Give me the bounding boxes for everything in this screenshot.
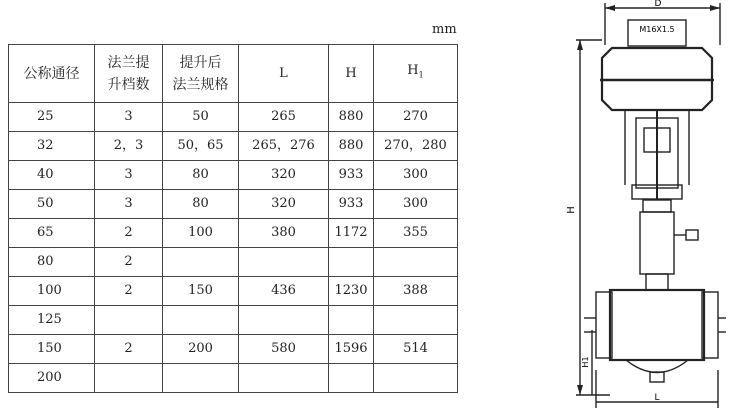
table-cell: 514 xyxy=(374,335,458,364)
table-cell xyxy=(163,248,239,277)
valve-drawing xyxy=(540,0,730,414)
table-header-row xyxy=(9,45,458,103)
table-cell: 2，3 xyxy=(95,132,163,161)
drawing-label-h: H xyxy=(566,206,577,214)
table-cell: 100 xyxy=(9,277,95,306)
table-cell xyxy=(239,248,329,277)
header-h: H xyxy=(329,45,374,103)
table-cell: 1230 xyxy=(329,277,374,306)
table-cell: 40 xyxy=(9,161,95,190)
table-cell xyxy=(163,306,239,335)
table-cell xyxy=(95,306,163,335)
table-row xyxy=(9,277,458,306)
drawing-label-d: D xyxy=(654,0,662,9)
table-cell: 80 xyxy=(163,161,239,190)
spec-table xyxy=(8,44,458,393)
table-cell: 355 xyxy=(374,219,458,248)
table-cell: 80 xyxy=(163,190,239,219)
table-cell: 32 xyxy=(9,132,95,161)
table-cell xyxy=(239,364,329,393)
table-cell: 933 xyxy=(329,161,374,190)
header-lifted-flange-spec: 提升后 法兰规格 xyxy=(163,45,239,103)
table-cell: 100 xyxy=(163,219,239,248)
table-cell: 380 xyxy=(239,219,329,248)
header-h1: $H_1$ xyxy=(374,45,458,103)
header-l: L xyxy=(239,45,329,103)
table-cell: 300 xyxy=(374,161,458,190)
table-cell: 200 xyxy=(9,364,95,393)
table-cell xyxy=(329,248,374,277)
table-cell xyxy=(329,364,374,393)
table-row xyxy=(9,248,458,277)
table-cell: 880 xyxy=(329,103,374,132)
table-cell: 3 xyxy=(95,190,163,219)
table-cell: 1172 xyxy=(329,219,374,248)
table-row xyxy=(9,190,458,219)
table-cell: 388 xyxy=(374,277,458,306)
table-cell: 933 xyxy=(329,190,374,219)
table-cell: 2 xyxy=(95,248,163,277)
table-cell: 300 xyxy=(374,190,458,219)
table-cell: 436 xyxy=(239,277,329,306)
table-row xyxy=(9,219,458,248)
table-cell xyxy=(163,364,239,393)
table-cell: 3 xyxy=(95,161,163,190)
table-cell: 2 xyxy=(95,219,163,248)
table-row xyxy=(9,364,458,393)
table-cell: 50 xyxy=(163,103,239,132)
table-row xyxy=(9,335,458,364)
table-cell xyxy=(95,364,163,393)
table-cell: 2 xyxy=(95,277,163,306)
table-cell: 50，65 xyxy=(163,132,239,161)
table-row xyxy=(9,132,458,161)
valve-drawing-svg xyxy=(540,0,730,410)
table-cell xyxy=(329,306,374,335)
table-cell xyxy=(374,364,458,393)
table-cell xyxy=(239,306,329,335)
table-cell: 50 xyxy=(9,190,95,219)
table-row xyxy=(9,306,458,335)
table-cell: 150 xyxy=(163,277,239,306)
drawing-label-h1: H1 xyxy=(581,356,590,368)
table-cell: 80 xyxy=(9,248,95,277)
table-cell: 2 xyxy=(95,335,163,364)
table-cell: 270，280 xyxy=(374,132,458,161)
table-cell: 65 xyxy=(9,219,95,248)
table-cell: 320 xyxy=(239,161,329,190)
table-cell: 320 xyxy=(239,190,329,219)
table-row xyxy=(9,161,458,190)
table-cell: 25 xyxy=(9,103,95,132)
table-cell: 265，276 xyxy=(239,132,329,161)
table-cell xyxy=(374,306,458,335)
unit-label: mm xyxy=(432,22,457,37)
table-cell: 880 xyxy=(329,132,374,161)
header-nominal-diameter: 公称通径 xyxy=(9,45,95,103)
table-cell: 270 xyxy=(374,103,458,132)
header-flange-lift-steps: 法兰提 升档数 xyxy=(95,45,163,103)
table-cell: 1596 xyxy=(329,335,374,364)
table-cell: 3 xyxy=(95,103,163,132)
table-cell: 265 xyxy=(239,103,329,132)
table-cell: 200 xyxy=(163,335,239,364)
drawing-label-l: L xyxy=(654,393,660,403)
table-cell: 150 xyxy=(9,335,95,364)
table-cell: 125 xyxy=(9,306,95,335)
table-cell: 580 xyxy=(239,335,329,364)
drawing-label-thread: M16X1.5 xyxy=(639,25,675,34)
table-cell xyxy=(374,248,458,277)
table-row xyxy=(9,103,458,132)
